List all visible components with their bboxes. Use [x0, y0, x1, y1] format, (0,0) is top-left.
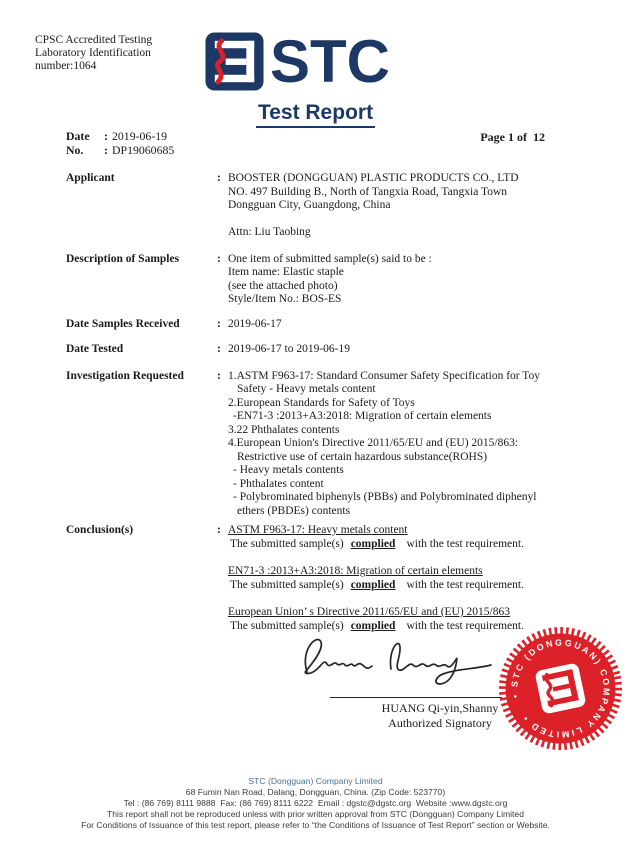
footer-disclaimer: This report shall not be reproduced unless with prior written approval from STC (Dongguan) Company Limited: [107, 809, 524, 819]
applicant-line: BOOSTER (DONGGUAN) PLASTIC PRODUCTS CO., LTD: [228, 172, 519, 184]
colon: :: [217, 524, 221, 536]
description-value: [228, 253, 571, 307]
signature-line: [330, 697, 502, 698]
conclusion-result: [228, 579, 571, 593]
stc-logo: [204, 28, 390, 95]
conclusion-group: [228, 565, 571, 592]
investigation-line: ethers (PBDEs) contents: [237, 504, 351, 517]
field-label: Applicant: [66, 172, 115, 184]
footer-conditions: For Conditions of Issuance of this test report, please refer to “the Conditions of Issuance of Test Report” section or Website.: [81, 820, 550, 830]
page-number: Page 1 of 12: [480, 130, 545, 144]
stc-logo-text: STC: [270, 28, 390, 95]
conclusion-suffix: with the test requirement.: [406, 619, 524, 632]
applicant-value: [228, 172, 571, 240]
description-line: (see the attached photo): [228, 279, 338, 292]
description-line: Style/Item No.: BOS-ES: [228, 293, 342, 305]
colon: :: [217, 252, 221, 265]
applicant-attn-line: Attn: Liu Taobing: [228, 226, 311, 238]
accreditation-block: [35, 34, 152, 74]
report-no-label: No.: [66, 143, 84, 157]
colon: :: [217, 369, 221, 382]
field-label: Date Samples Received: [66, 317, 180, 330]
conclusion-prefix: The submitted sample(s): [230, 537, 344, 550]
conclusion-prefix: The submitted sample(s): [230, 619, 344, 632]
field-label: Investigation Requested: [66, 369, 184, 382]
complied-result: complied: [350, 619, 396, 632]
investigation-line: Safety - Heavy metals content: [237, 383, 376, 395]
conclusion-heading: EN71-3 :2013+A3:2018: Migration of certain elements: [228, 565, 483, 577]
date-value: 2019-06-19: [112, 129, 168, 143]
field-label: Conclusion(s): [66, 524, 134, 536]
investigation-line: - Polybrominated biphenyls (PBBs) and Polybrominated diphenyl: [233, 491, 537, 503]
signatory-title: Authorized Signatory: [388, 715, 492, 730]
colon: :: [217, 343, 221, 355]
colon: :: [104, 143, 108, 157]
investigation-value: [228, 370, 571, 519]
conclusion-suffix: with the test requirement.: [406, 578, 524, 591]
colon: :: [217, 172, 221, 184]
conclusion-suffix: with the test requirement.: [406, 537, 524, 550]
investigation-line: Restrictive use of certain hazardous substance(ROHS): [237, 450, 488, 463]
meta-row-date: [66, 129, 174, 143]
colon: :: [217, 317, 221, 330]
field-applicant: [66, 172, 571, 240]
conclusion-group: [228, 524, 571, 551]
investigation-line: - Phthalates content: [233, 477, 324, 490]
accreditation-line: CPSC Accredited Testing: [35, 34, 153, 46]
investigation-line: 2.European Standards for Safety of Toys: [228, 396, 415, 409]
investigation-line: -EN71-3 :2013+A3:2018: Migration of certain elements: [233, 410, 492, 422]
conclusion-result: [228, 538, 571, 552]
report-footer: [0, 776, 631, 831]
handwritten-signature: [293, 626, 503, 692]
field-description-of-samples: [66, 253, 571, 307]
company-seal-stamp: [497, 625, 624, 752]
report-title: Test Report: [256, 101, 375, 128]
description-line: Item name: Elastic staple: [228, 266, 344, 278]
date-samples-received-value: 2019-06-17: [228, 317, 282, 330]
field-date-tested: [66, 343, 571, 357]
investigation-line: 4.European Union's Directive 2011/65/EU and (EU) 2015/863:: [228, 437, 519, 449]
meta-row-number: [66, 143, 174, 157]
conclusion-heading: European Union’ s Directive 2011/65/EU and (EU) 2015/863: [228, 606, 511, 618]
complied-result: complied: [350, 578, 396, 591]
seal-ring-text: • STC (DONGGUAN) COMPANY LIMITED •: [509, 637, 612, 740]
field-investigation-requested: [66, 370, 571, 519]
field-date-samples-received: [66, 318, 571, 332]
investigation-line: 1.ASTM F963-17: Standard Consumer Safety Specification for Toy: [228, 369, 540, 382]
colon: :: [104, 129, 108, 143]
footer-company-name: STC (Dongguan) Company Limited: [248, 776, 383, 786]
applicant-line: [228, 213, 571, 227]
complied-result: complied: [350, 537, 396, 550]
description-line: One item of submitted sample(s) said to be :: [228, 252, 432, 265]
conclusion-heading: ASTM F963-17: Heavy metals content: [228, 524, 408, 536]
report-fields: [66, 172, 571, 647]
field-label: Date Tested: [66, 343, 124, 355]
accreditation-line: number:1064: [35, 60, 97, 73]
applicant-line: Dongguan City, Guangdong, China: [228, 199, 391, 211]
investigation-line: - Heavy metals contents: [233, 464, 344, 476]
date-tested-value: 2019-06-17 to 2019-06-19: [228, 343, 351, 355]
report-no-value: DP19060685: [112, 143, 175, 157]
accreditation-line: Laboratory Identification: [35, 47, 151, 60]
conclusion-prefix: The submitted sample(s): [230, 578, 344, 591]
signatory-name: HUANG Qi-yin,Shanny: [381, 701, 499, 715]
investigation-line: 3.22 Phthalates contents: [228, 423, 340, 436]
footer-address: 68 Fumin Nan Road, Dalang, Dongguan, China. (Zip Code: 523770): [185, 787, 446, 797]
applicant-line: NO. 497 Building B., North of Tangxia Road, Tangxia Town: [228, 185, 507, 198]
field-label: Description of Samples: [66, 252, 180, 265]
footer-contacts: Tel : (86 769) 8111 9888 Fax: (86 769) 8111 6222 Email : dgstc@dgstc.org Website :www.dgstc.org: [123, 798, 508, 808]
report-meta: [66, 129, 174, 157]
date-label: Date: [66, 129, 90, 143]
stc-logo-icon: [204, 31, 265, 92]
